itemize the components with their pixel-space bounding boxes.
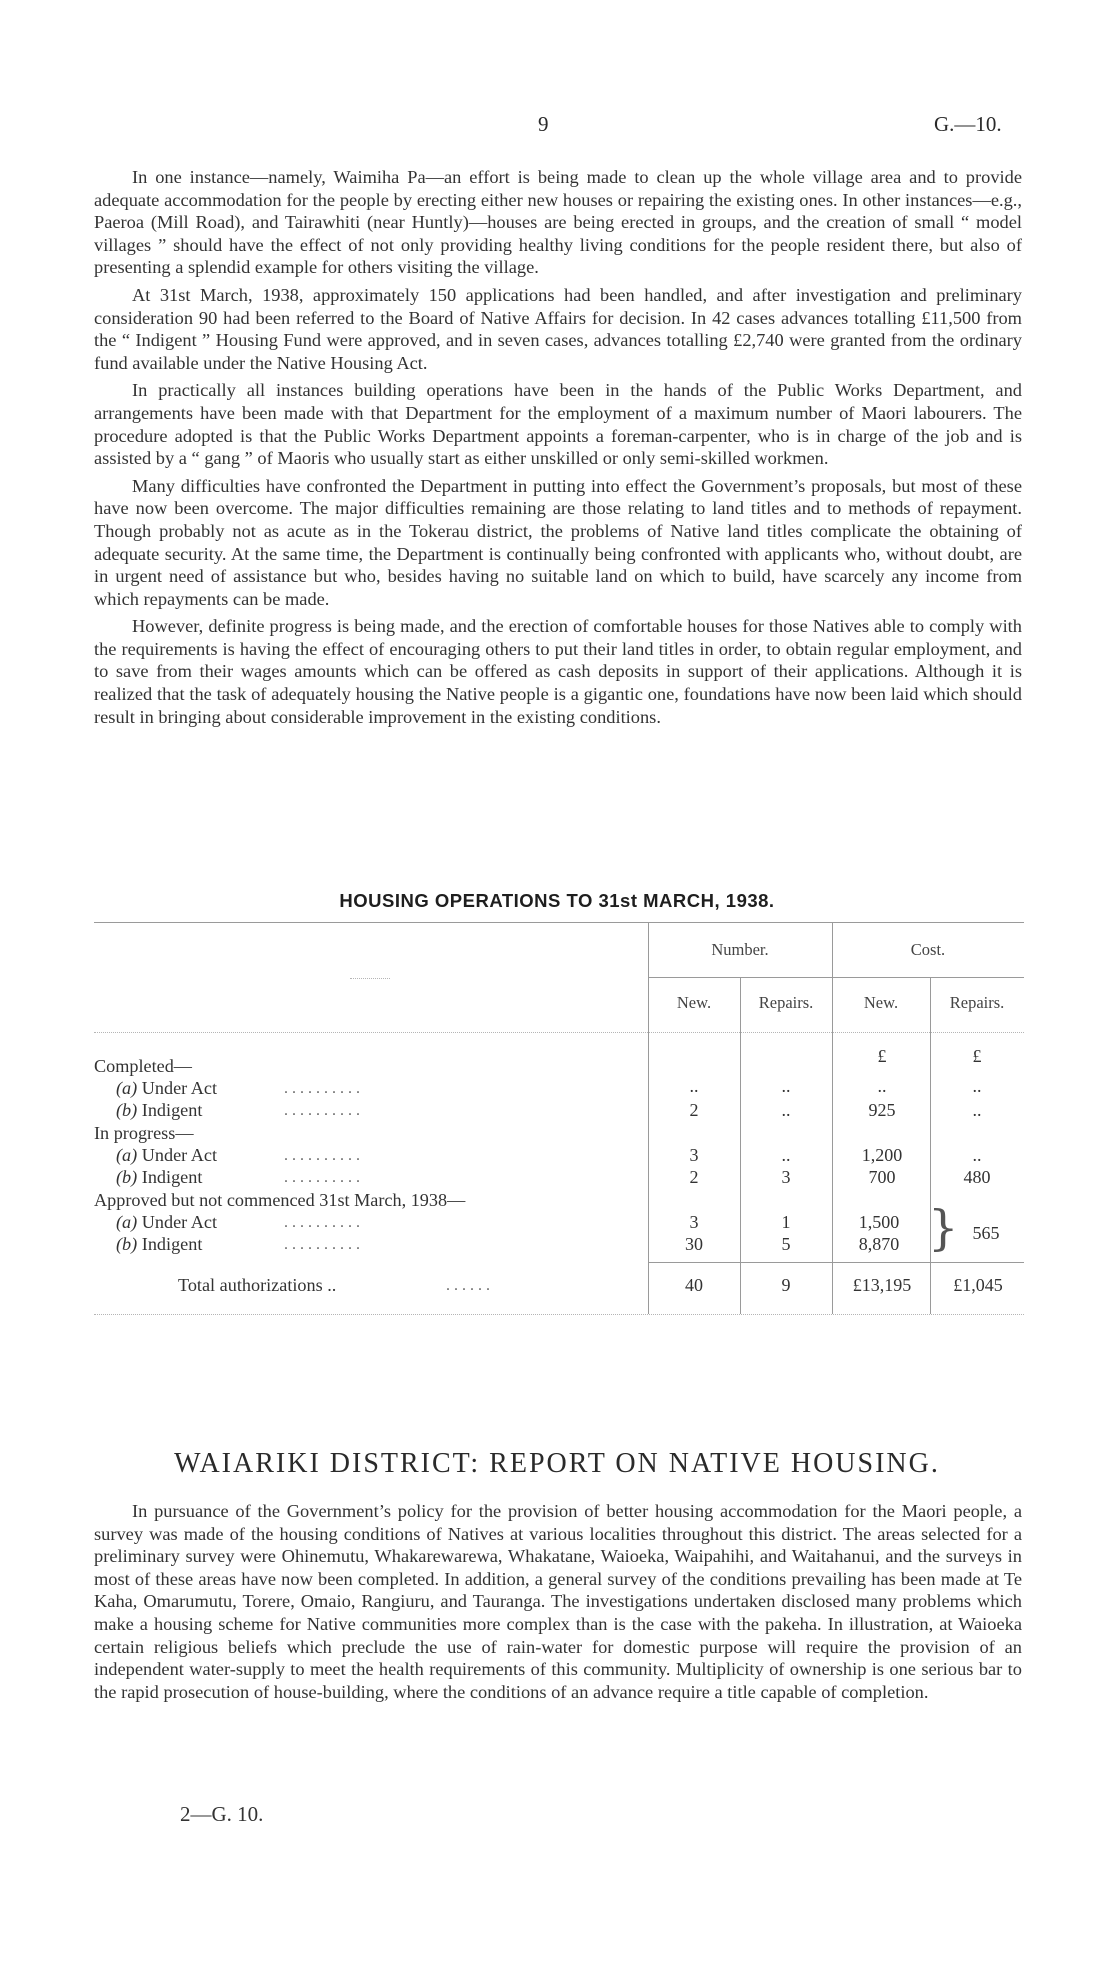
section-heading: WAIARIKI DISTRICT: REPORT ON NATIVE HOUSING. <box>174 1448 940 1479</box>
label-text: Under Act <box>137 1078 218 1098</box>
cell-cost-new: 1,500 <box>858 1212 900 1232</box>
row-label-approved-b <box>116 1234 202 1255</box>
label-prefix: (b) <box>116 1100 138 1120</box>
cell-cost-new: .. <box>877 1076 887 1096</box>
cell-num-new: 30 <box>685 1234 703 1254</box>
label-text: Under Act <box>137 1212 218 1232</box>
cell-num-new: 3 <box>689 1145 699 1165</box>
table-bottom-rule <box>94 1314 1024 1315</box>
cell-cost-new: 925 <box>868 1100 896 1120</box>
row-label-progress-b <box>116 1167 202 1188</box>
brace-icon: } <box>928 1200 959 1256</box>
label-text: Under Act <box>137 1145 218 1165</box>
label-text: Indigent <box>137 1100 203 1120</box>
stub-header-mark <box>350 978 390 979</box>
header-cost-repairs: Repairs. <box>949 993 1005 1012</box>
header-bottom-rule <box>94 1032 1024 1033</box>
dot-leader: . . . . . . . . . . <box>284 1236 360 1253</box>
cell-num-repairs: 1 <box>781 1212 791 1232</box>
label-text: Indigent <box>137 1167 203 1187</box>
currency-repairs: £ <box>972 1046 982 1066</box>
cell-cost-repairs: .. <box>972 1145 982 1165</box>
section-in-progress: In progress— <box>94 1123 194 1143</box>
dot-leader: . . . . . . . . . . <box>284 1147 360 1164</box>
label-prefix: (a) <box>116 1145 138 1165</box>
currency-new: £ <box>877 1046 887 1066</box>
col-divider <box>930 977 931 1314</box>
header-cost-new: New. <box>863 993 899 1012</box>
header-number-new: New. <box>676 993 712 1012</box>
intro-text <box>94 166 1022 733</box>
header-number-repairs: Repairs. <box>758 993 814 1012</box>
paragraph: Many difficulties have confronted the Department in putting into effect the Government’s proposals, but most of these have now been overcome. The major difficulties remaining are those relating to land titles and to methods of repayment. Though probably not as acute as in the Tokerau district, the problems of Native land titles complicate the obtaining of adequate security. At the same time, the Department is continually being confronted with applicants who, without doubt, are in urgent need of assistance but who, besides having no suitable land on which to build, have scarcely any income from which repayments can be made. <box>94 475 1022 609</box>
cell-num-repairs: .. <box>781 1100 791 1120</box>
cell-cost-new: 700 <box>868 1167 896 1187</box>
cell-cost-repairs: .. <box>972 1076 982 1096</box>
total-num-repairs: 9 <box>781 1275 791 1295</box>
cell-num-new: 3 <box>689 1212 699 1232</box>
total-label: Total authorizations .. <box>178 1275 337 1295</box>
cell-num-new: .. <box>689 1076 699 1096</box>
total-num-new: 40 <box>685 1275 703 1295</box>
cell-num-repairs: 5 <box>781 1234 791 1254</box>
table-title: HOUSING OPERATIONS TO 31st MARCH, 1938. <box>339 890 775 911</box>
dot-leader: . . . . . . . . . . <box>284 1214 360 1231</box>
document-code: G.—10. <box>934 112 1002 136</box>
dot-leader: . . . . . . . . . . <box>284 1080 360 1097</box>
section-approved: Approved but not commenced 31st March, 1938— <box>94 1190 466 1210</box>
cell-num-new: 2 <box>689 1100 699 1120</box>
dot-leader: . . . . . . . . . . <box>284 1102 360 1119</box>
paragraph: At 31st March, 1938, approximately 150 applications had been handled, and after investigation and preliminary consideration 90 had been referred to the Board of Native Affairs for decision. In 42 cases advances totalling £11,500 from the “ Indigent ” Housing Fund were approved, and in seven cases, advances totalling £2,740 were granted from the ordinary fund available under the Native Housing Act. <box>94 284 1022 373</box>
page-header <box>0 112 1114 142</box>
cell-num-new: 2 <box>689 1167 699 1187</box>
cell-cost-repairs-combined: 565 <box>972 1223 1000 1243</box>
row-label-progress-a <box>116 1145 217 1166</box>
cell-num-repairs: 3 <box>781 1167 791 1187</box>
signature-mark: 2—G. 10. <box>180 1802 264 1826</box>
col-divider <box>832 922 833 1314</box>
cell-cost-repairs: .. <box>972 1100 982 1120</box>
paragraph: In pursuance of the Government’s policy for the provision of better housing accommodation for the Maori people, a survey was made of the housing conditions of Natives at various localities throughout this district. The areas selected for a preliminary survey were Ohinemutu, Whakarewarewa, Whakatane, Waioeka, Waipahihi, and Waitahanui, and the surveys in most of these areas have now been completed. In addition, a general survey of the conditions prevailing has been made at Te Kaha, Omarumutu, Torere, Omaio, Rangiuru, and Tauranga. The investigations undertaken disclosed many problems which make a housing scheme for Native communities more complex than is the case with the pakeha. In illustration, at Waioeka certain religious beliefs which preclude the use of rain-water for domestic purpose will require the provision of an independent water-supply to meet the health requirements of this community. Multiplicity of ownership is one serious bar to the rapid prosecution of house-building, where the conditions of an advance require a title capable of completion. <box>94 1501 1022 1702</box>
paragraph: In practically all instances building operations have been in the hands of the Public Works Department, and arrangements have been made with that Department for the employment of a maximum number of Maori labourers. The procedure adopted is that the Public Works Department appoints a foreman-carpenter, who is in charge of the job and is assisted by a “ gang ” of Maoris who usually start as either unskilled or only semi-skilled workmen. <box>94 380 1022 469</box>
row-label-completed-b <box>116 1100 202 1121</box>
row-label-approved-a <box>116 1212 217 1233</box>
label-prefix: (a) <box>116 1212 138 1232</box>
paragraph: In one instance—namely, Waimiha Pa—an effort is being made to clean up the whole village area and to provide adequate accommodation for the people by erecting either new houses or repairing the existing ones. In other instances—e.g., Paeroa (Mill Road), and Tairawhiti (near Huntly)—houses are being erected in groups, and the creation of small “ model villages ” should have the effect of not only providing healthy living conditions for the people resident there, but also of presenting a splendid example for others visiting the village. <box>94 167 1022 278</box>
cell-cost-new: 1,200 <box>861 1145 903 1165</box>
paragraph: However, definite progress is being made, and the erection of comfortable houses for those Natives able to comply with the requirements is having the effect of encouraging others to put their land titles in order, to obtain regular employment, and to save from their wages amounts which can be offered as cash deposits in support of their applications. Although it is realized that the task of adequately housing the Native people is a gigantic one, foundations have now been laid which should result in bringing about considerable improvement in the existing conditions. <box>94 616 1022 727</box>
section-completed: Completed— <box>94 1056 192 1076</box>
label-prefix: (a) <box>116 1078 138 1098</box>
header-cost: Cost. <box>910 940 946 959</box>
total-top-rule <box>648 1262 1024 1263</box>
total-cost-repairs: £1,045 <box>953 1275 1003 1295</box>
waiariki-text <box>94 1500 1022 1708</box>
cell-cost-new: 8,870 <box>858 1234 900 1254</box>
dot-leader: . . . . . . <box>446 1277 490 1294</box>
housing-operations-table <box>94 920 1024 1320</box>
page-number: 9 <box>538 112 549 136</box>
total-cost-new: £13,195 <box>852 1275 912 1295</box>
cell-num-repairs: .. <box>781 1145 791 1165</box>
label-text: Indigent <box>137 1234 203 1254</box>
header-number: Number. <box>711 940 769 959</box>
cell-cost-repairs: 480 <box>963 1167 991 1187</box>
group-header-rule <box>648 977 1024 978</box>
row-label-completed-a <box>116 1078 217 1099</box>
label-prefix: (b) <box>116 1167 138 1187</box>
label-prefix: (b) <box>116 1234 138 1254</box>
cell-num-repairs: .. <box>781 1076 791 1096</box>
table-top-rule <box>94 922 1024 923</box>
dot-leader: . . . . . . . . . . <box>284 1169 360 1186</box>
